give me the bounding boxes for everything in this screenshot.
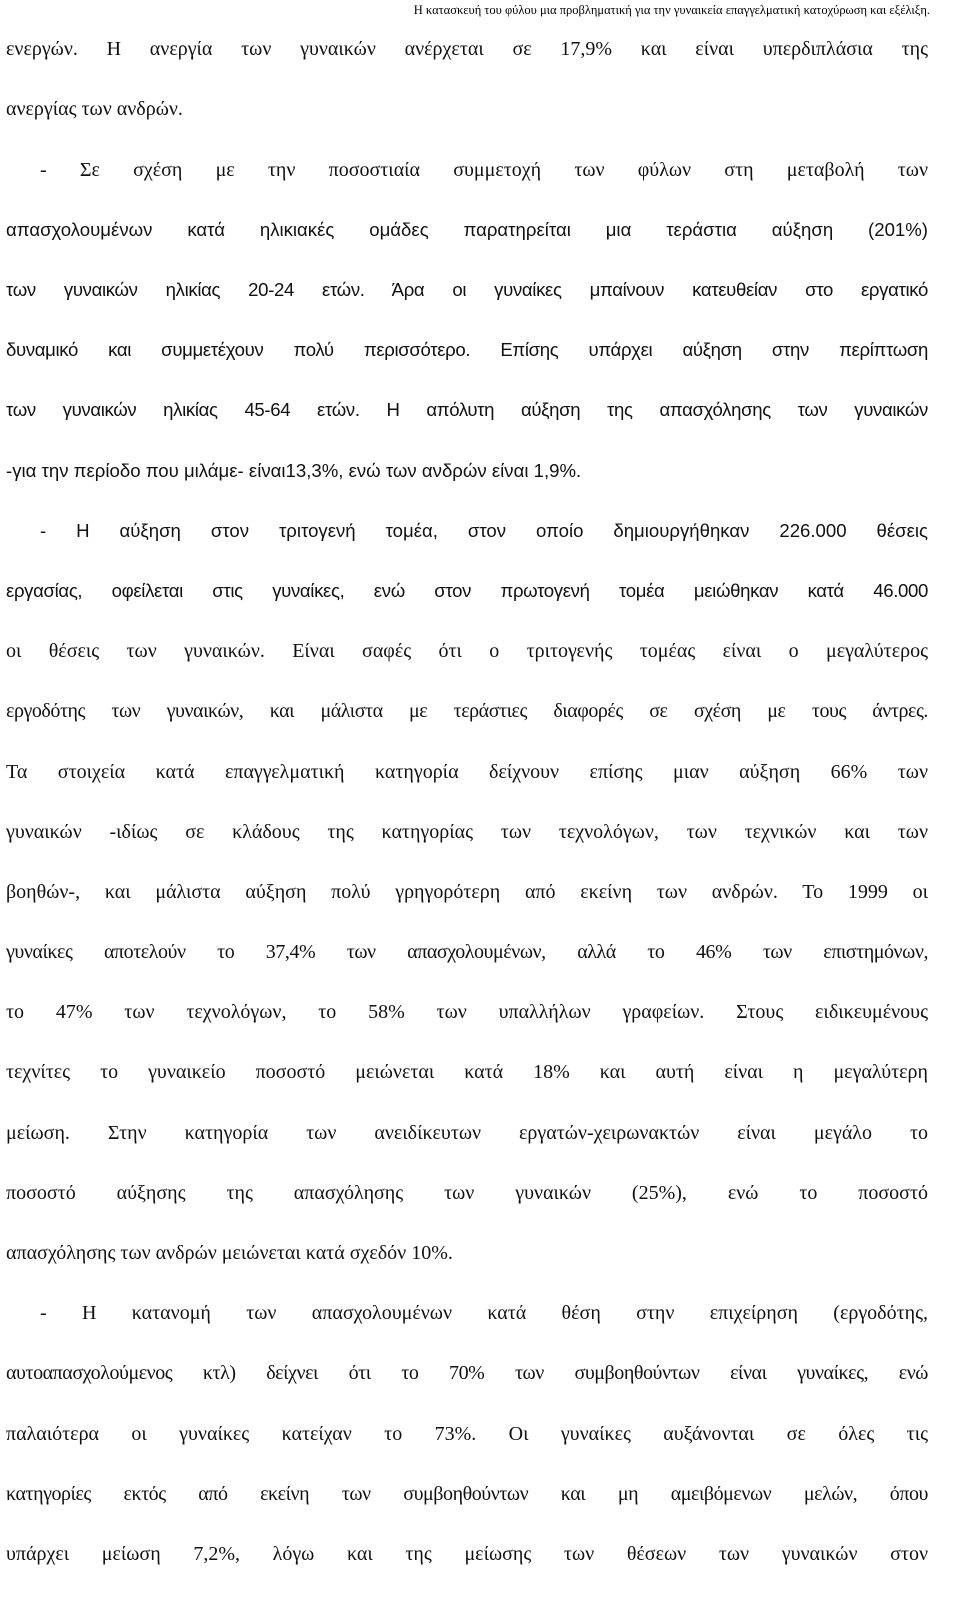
text-line: εργασίας, οφείλεται στις γυναίκες, ενώ στον πρωτογενή τομέα μειώθηκαν κατά 46.000 (6, 580, 928, 601)
text-line: δυναμικό και συμμετέχουν πολύ περισσότερο. Επίσης υπάρχει αύξηση στην περίπτωση (6, 339, 928, 360)
text-line: γυναίκες αποτελούν το 37,4% των απασχολουμένων, αλλά το 46% των επιστημόνων, (6, 941, 928, 963)
text-line: κατηγορίες εκτός από εκείνη των συμβοηθούντων και μη αμειβόμενων μελών, όπου (6, 1483, 928, 1505)
text-line: των γυναικών ηλικίας 45-64 ετών. Η απόλυτη αύξηση της απασχόλησης των γυναικών (6, 399, 928, 420)
text-line: ενεργών. Η ανεργία των γυναικών ανέρχεται σε 17,9% και είναι υπερδιπλάσια της (6, 38, 928, 60)
text-line: - Η κατανομή των απασχολουμένων κατά θέση στην επιχείρηση (εργοδότης, (40, 1302, 928, 1324)
text-line: βοηθών-, και μάλιστα αύξηση πολύ γρηγορότερη από εκείνη των ανδρών. Το 1999 οι (6, 881, 928, 903)
text-line: το 47% των τεχνολόγων, το 58% των υπαλλήλων γραφείων. Στους ειδικευμένους (6, 1001, 928, 1023)
text-line: ποσοστό αύξησης της απασχόλησης των γυναικών (25%), ενώ το ποσοστό (6, 1182, 928, 1204)
text-line: απασχολουμένων κατά ηλικιακές ομάδες παρατηρείται μια τεράστια αύξηση (201%) (6, 219, 928, 240)
text-line: υπάρχει μείωση 7,2%, λόγω και της μείωσης των θέσεων των γυναικών στον (6, 1543, 928, 1565)
text-line: εργοδότης των γυναικών, και μάλιστα με τεράστιες διαφορές σε σχέση με τους άντρες. (6, 700, 928, 722)
text-line: - Η αύξηση στον τριτογενή τομέα, στον οποίο δημιουργήθηκαν 226.000 θέσεις (40, 520, 928, 541)
text-line: - Σε σχέση με την ποσοστιαία συμμετοχή των φύλων στη μεταβολή των (40, 159, 928, 181)
text-line: των γυναικών ηλικίας 20-24 ετών. Άρα οι γυναίκες μπαίνουν κατευθείαν στο εργατικό (6, 279, 928, 300)
text-line: -για την περίοδο που μιλάμε- είναι13,3%, ενώ των ανδρών είναι 1,9%. (6, 460, 582, 481)
text-line: οι θέσεις των γυναικών. Είναι σαφές ότι ο τριτογενής τομέας είναι ο μεγαλύτερος (6, 640, 928, 662)
text-line: ανεργίας των ανδρών. (6, 98, 183, 120)
text-line: Τα στοιχεία κατά επαγγελματική κατηγορία δείχνουν επίσης μιαν αύξηση 66% των (6, 761, 928, 783)
text-line: γυναικών -ιδίως σε κλάδους της κατηγορίας των τεχνολόγων, των τεχνικών και των (6, 821, 928, 843)
text-line: τεχνίτες το γυναικείο ποσοστό μειώνεται κατά 18% και αυτή είναι η μεγαλύτερη (6, 1061, 928, 1083)
text-line: αυτοαπασχολούμενος κτλ) δείχνει ότι το 70% των συμβοηθούντων είναι γυναίκες, ενώ (6, 1362, 928, 1384)
text-line: απασχόλησης των ανδρών μειώνεται κατά σχεδόν 10%. (6, 1242, 453, 1264)
running-header: Η κατασκευή του φύλου μια προβληματική για την γυναικεία επαγγελματική κατοχύρωση και εξέλιξη. (413, 3, 930, 17)
text-line: παλαιότερα οι γυναίκες κατείχαν το 73%. Οι γυναίκες αυξάνονται σε όλες τις (6, 1423, 928, 1445)
text-line: μείωση. Στην κατηγορία των ανειδίκευτων εργατών-χειρωνακτών είναι μεγάλο το (6, 1122, 928, 1144)
